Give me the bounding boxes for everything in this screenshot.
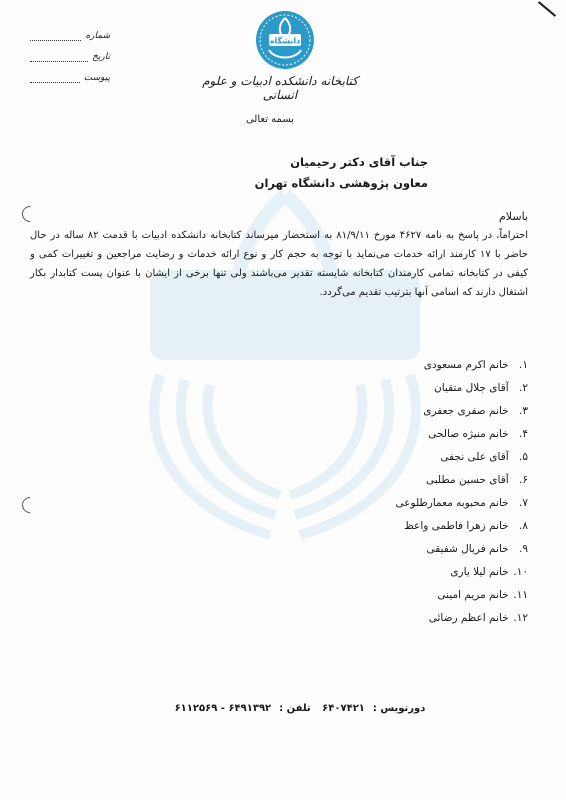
staff-list <box>308 354 528 630</box>
list-item-name: خانم لیلا یاری <box>450 566 509 578</box>
list-item <box>308 423 528 446</box>
contact-footer <box>150 703 450 714</box>
list-item-name: خانم مریم امینی <box>437 589 509 601</box>
salutation: باسلام <box>498 210 528 223</box>
list-item <box>308 492 528 515</box>
basmala: بسمه تعالی <box>245 114 295 125</box>
list-item-number: ۷. <box>519 497 528 509</box>
addressee-title: معاون پژوهشی دانشگاه تهران <box>254 176 428 190</box>
seal-text: دانشگاه <box>269 36 301 46</box>
addressee-block <box>168 152 428 194</box>
list-item-name: آقای علی نجفی <box>440 451 509 463</box>
library-caption: کتابخانه دانشکده ادبیات و علوم انسانی <box>202 74 358 102</box>
punch-hole-bottom <box>19 494 42 517</box>
list-item-number: ۱۲. <box>513 612 528 624</box>
meta-date-row <box>30 41 110 62</box>
list-item-number: ۸. <box>519 520 528 532</box>
list-item-number: ۱۰. <box>513 566 528 578</box>
list-item <box>308 584 528 607</box>
list-item <box>308 469 528 492</box>
corner-pen-mark <box>538 1 556 17</box>
list-item <box>308 446 528 469</box>
list-item <box>308 561 528 584</box>
list-item-name: آقای جلال متقیان <box>434 382 509 394</box>
list-item-name: خانم منیژه صالحی <box>428 428 509 440</box>
phone-number: ۶۴۹۱۳۹۲ - ۶۱۱۲۵۶۹ <box>174 703 272 714</box>
fax-number: ۶۴۰۷۴۲۱ <box>322 703 365 714</box>
list-item-number: ۶. <box>519 474 528 486</box>
list-item <box>308 377 528 400</box>
list-item-name: خانم اکرم مسعودی <box>423 359 509 371</box>
list-item-name: خانم فریال شفیقی <box>426 543 509 555</box>
list-item-number: ۴. <box>519 428 528 440</box>
meta-number-label: شماره <box>85 31 110 41</box>
addressee-name: جناب آقای دکتر رحیمیان <box>290 155 428 169</box>
phone-label: تلفن : <box>279 703 311 714</box>
meta-date-line <box>30 51 88 62</box>
list-item-name: خانم صفری جعفری <box>423 405 509 417</box>
fax-label: دورنویس : <box>372 703 426 714</box>
list-item-number: ۵. <box>519 451 528 463</box>
university-seal-logo <box>255 10 315 70</box>
list-item-name: خانم زهرا فاطمی واعظ <box>404 520 509 532</box>
list-item-number: ۲. <box>519 382 528 394</box>
punch-hole-top <box>19 203 42 226</box>
list-item-name: خانم اعظم رضائی <box>428 612 509 624</box>
letter-body: احتراماً، در پاسخ به نامه ۴۶۲۷ مورخ ۸۱/۹/۱۱ به استحضار میرساند کتابخانه دانشکده ادبیات با قدمت ۸۲ ساله در حال حاضر با ۱۷ کارمند ارائه خدمات می‌نماید با توجه به حجم کار و نوع ارائه خدمات و رضایت مراجعین و تغییرات کمی و کیفی در کتابخانه تمامی کارمندان کتابخانه شایسته تقدیر می‌باشند ولی تنها برخی از ایشان با عنوان پست کتابدار بکار اشتغال دارند که اسامی آنها بترتیب تقدیم می‌گردد. <box>30 230 528 298</box>
list-item <box>308 354 528 377</box>
list-item-number: ۹. <box>519 543 528 555</box>
list-item <box>308 607 528 630</box>
list-item <box>308 538 528 561</box>
meta-attachment-label: پیوست <box>83 73 110 83</box>
meta-date-label: تاریخ <box>92 52 110 62</box>
meta-attachment-line <box>30 72 80 83</box>
list-item-number: ۱۱. <box>513 589 528 601</box>
meta-number-line <box>30 30 81 41</box>
list-item-name: خانم محبوبه معمارطلوعی <box>395 497 509 509</box>
list-item-name: آقای حسین مطلبی <box>425 474 509 486</box>
list-item <box>308 515 528 538</box>
meta-number-row <box>30 20 110 41</box>
list-item-number: ۳. <box>519 405 528 417</box>
list-item <box>308 400 528 423</box>
list-item-number: ۱. <box>519 359 528 371</box>
meta-attachment-row <box>30 62 110 83</box>
letter-meta-fields <box>30 20 110 83</box>
